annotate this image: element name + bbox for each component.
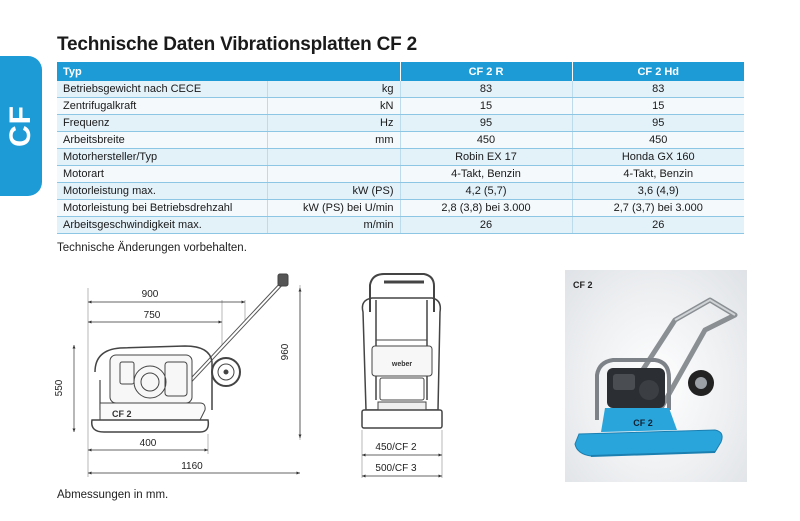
row-value-a: 26 xyxy=(400,217,572,234)
dim-960: 960 xyxy=(280,343,291,361)
row-value-a: 2,8 (3,8) bei 3.000 xyxy=(400,200,572,217)
photo-label: CF 2 xyxy=(573,280,593,290)
dim-900: 900 xyxy=(141,289,159,300)
row-value-a: 4-Takt, Benzin xyxy=(400,166,572,183)
page-title: Technische Daten Vibrationsplatten CF 2 xyxy=(57,34,417,55)
row-unit: kg xyxy=(267,81,400,98)
product-photo xyxy=(565,270,747,482)
header-model-b: CF 2 Hd xyxy=(572,62,744,81)
row-value-a: 4,2 (5,7) xyxy=(400,183,572,200)
dim-1160: 1160 xyxy=(181,461,203,472)
row-value-b: 450 xyxy=(572,132,744,149)
row-value-a: 15 xyxy=(400,98,572,115)
header-typ: Typ xyxy=(57,62,400,81)
row-value-b: 95 xyxy=(572,115,744,132)
row-value-b: 15 xyxy=(572,98,744,115)
row-label: Frequenz xyxy=(57,115,267,132)
row-label: Betriebsgewicht nach CECE xyxy=(57,81,267,98)
dim-750: 750 xyxy=(143,310,161,321)
row-value-b: 83 xyxy=(572,81,744,98)
row-value-b: 3,6 (4,9) xyxy=(572,183,744,200)
plate-compactor-image xyxy=(565,270,747,482)
row-label: Arbeitsgeschwindigkeit max. xyxy=(57,217,267,234)
row-label: Motorart xyxy=(57,166,267,183)
row-value-b: Honda GX 160 xyxy=(572,149,744,166)
row-label: Motorleistung bei Betriebsdrehzahl xyxy=(57,200,267,217)
row-value-a: 95 xyxy=(400,115,572,132)
changes-note: Technische Änderungen vorbehalten. xyxy=(57,242,247,254)
row-unit: kN xyxy=(267,98,400,115)
row-label: Zentrifugalkraft xyxy=(57,98,267,115)
row-unit: mm xyxy=(267,132,400,149)
side-view xyxy=(74,274,300,477)
section-tab-label: CF xyxy=(4,105,37,147)
dim-400: 400 xyxy=(139,438,157,449)
dim-450-cf2: 450/CF 2 xyxy=(375,442,417,453)
photo-machine-label: CF 2 xyxy=(633,418,653,428)
row-unit: Hz xyxy=(267,115,400,132)
row-value-a: 450 xyxy=(400,132,572,149)
row-label: Motorhersteller/Typ xyxy=(57,149,267,166)
dimensions-note: Abmessungen in mm. xyxy=(57,489,169,501)
row-label: Motorleistung max. xyxy=(57,183,267,200)
row-unit: kW (PS) xyxy=(267,183,400,200)
row-value-b: 2,7 (3,7) bei 3.000 xyxy=(572,200,744,217)
header-model-a: CF 2 R xyxy=(400,62,572,81)
row-unit: kW (PS) bei U/min xyxy=(267,200,400,217)
row-unit: m/min xyxy=(267,217,400,234)
row-value-b: 4-Takt, Benzin xyxy=(572,166,744,183)
row-value-b: 26 xyxy=(572,217,744,234)
row-value-a: 83 xyxy=(400,81,572,98)
front-brand-label: weber xyxy=(391,361,413,368)
dim-550: 550 xyxy=(54,379,65,397)
row-value-a: Robin EX 17 xyxy=(400,149,572,166)
row-label: Arbeitsbreite xyxy=(57,132,267,149)
dim-500-cf3: 500/CF 3 xyxy=(375,463,417,474)
side-plate-label: CF 2 xyxy=(112,409,132,419)
